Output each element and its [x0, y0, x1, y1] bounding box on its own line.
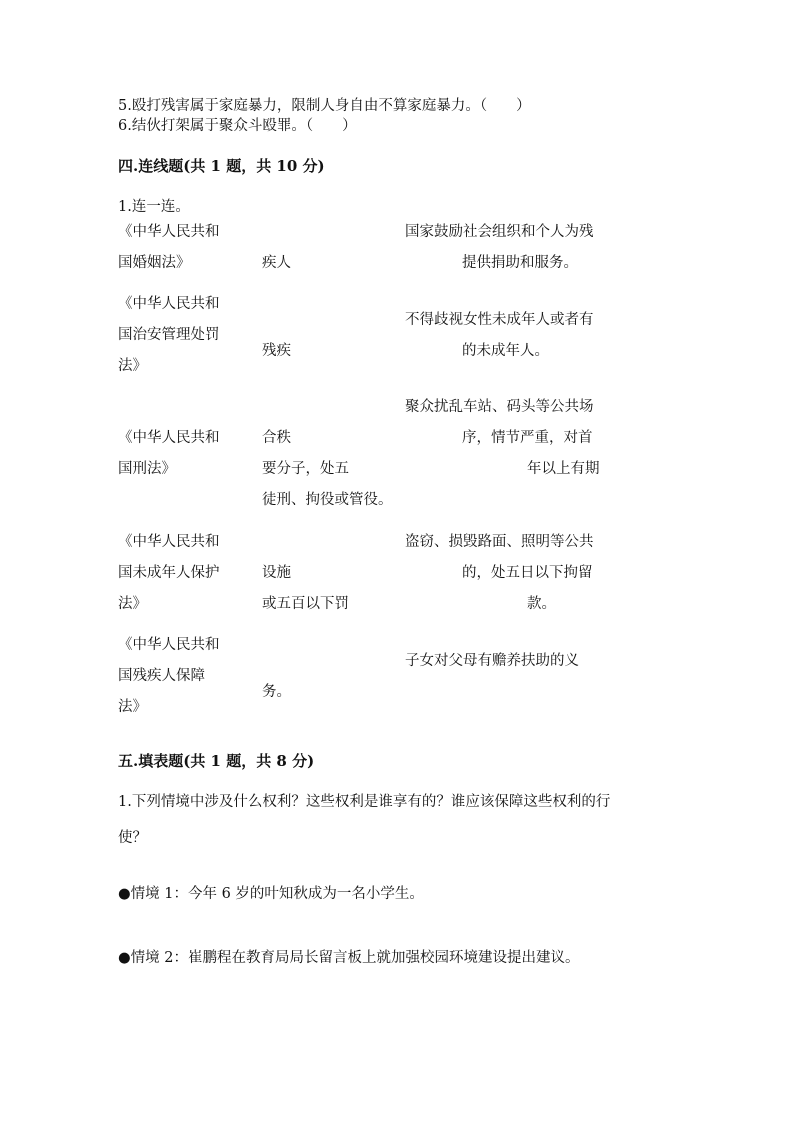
section-5-question-line-1: 1.下列情境中涉及什么权利？这些权利是谁享有的？谁应该保障这些权利的行 [118, 794, 611, 810]
law-4-line-3: 法》 [118, 596, 147, 612]
law-4-line-2: 国未成年人保护 [118, 565, 220, 581]
section-4-heading: 四.连线题(共 1 题，共 10 分) [118, 157, 325, 175]
bullet-icon: ● [118, 886, 131, 902]
statement-4-line-3b: 款。 [527, 596, 556, 612]
statement-3-line-4: 徒刑、拘役或管役。 [262, 492, 393, 508]
statement-4-line-2a: 设施 [262, 565, 291, 581]
statement-3-line-3b: 年以上有期 [527, 461, 600, 477]
situation-1 [118, 884, 424, 904]
law-2-line-3: 法》 [118, 358, 147, 374]
law-5-line-1: 《中华人民共和 [118, 637, 220, 653]
law-5-line-2: 国残疾人保障 [118, 668, 205, 684]
statement-3-line-3a: 要分子，处五 [262, 461, 349, 477]
section-4-question-1: 1.连一连。 [118, 199, 190, 215]
law-3-line-1: 《中华人民共和 [118, 430, 220, 446]
law-2-line-1: 《中华人民共和 [118, 296, 220, 312]
situation-2 [118, 948, 580, 968]
situation-2-text: 情境 2：崔鹏程在教育局局长留言板上就加强校园环境建设提出建议。 [130, 950, 580, 966]
question-5: 5.殴打残害属于家庭暴力，限制人身自由不算家庭暴力。（ ） [118, 98, 531, 114]
statement-3-line-2b: 序，情节严重，对首 [462, 430, 593, 446]
bullet-icon: ● [118, 950, 131, 966]
question-6: 6.结伙打架属于聚众斗殴罪。（ ） [118, 118, 357, 134]
law-4-line-1: 《中华人民共和 [118, 534, 220, 550]
situation-1-text: 情境 1：今年 6 岁的叶知秋成为一名小学生。 [130, 886, 424, 902]
section-5-question-line-2: 使？ [118, 830, 147, 846]
statement-1-line-1: 国家鼓励社会组织和个人为残 [405, 224, 594, 240]
statement-5-line-2: 务。 [262, 684, 291, 700]
section-5-heading: 五.填表题(共 1 题，共 8 分) [118, 752, 315, 770]
law-1-line-2: 国婚姻法》 [118, 255, 191, 271]
law-2-line-2: 国治安管理处罚 [118, 327, 220, 343]
statement-2-line-1: 不得歧视女性未成年人或者有 [405, 312, 594, 328]
statement-4-line-1: 盗窃、损毁路面、照明等公共 [405, 534, 594, 550]
statement-1-line-2b: 提供捐助和服务。 [462, 255, 578, 271]
statement-3-line-2a: 合秩 [262, 430, 291, 446]
statement-5-line-1: 子女对父母有赡养扶助的义 [405, 653, 579, 669]
statement-2-line-2b: 的未成年人。 [462, 343, 549, 359]
statement-3-line-1: 聚众扰乱车站、码头等公共场 [405, 399, 594, 415]
law-3-line-2: 国刑法》 [118, 461, 176, 477]
statement-2-line-2a: 残疾 [262, 343, 291, 359]
statement-1-line-2a: 疾人 [262, 255, 291, 271]
law-1-line-1: 《中华人民共和 [118, 224, 220, 240]
statement-4-line-3a: 或五百以下罚 [262, 596, 349, 612]
statement-4-line-2b: 的，处五日以下拘留 [462, 565, 593, 581]
law-5-line-3: 法》 [118, 699, 147, 715]
